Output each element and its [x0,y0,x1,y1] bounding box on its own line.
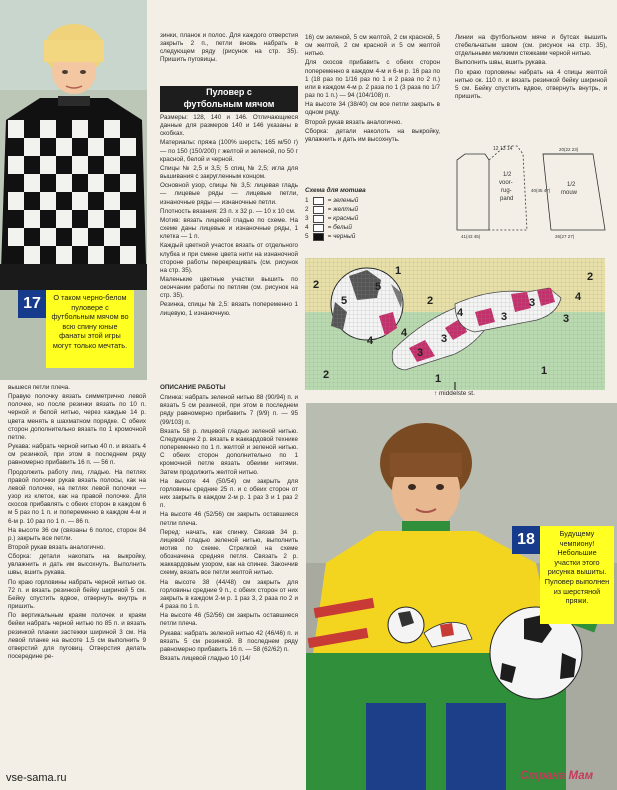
col3-para: 16) см зеленой, 5 см желтой, 2 см красной, 5 см желтой, 2 см красной и 5 см желтой нитью. [305,34,440,58]
legend-item [305,214,445,223]
chart-number: 2 [427,295,434,307]
chart-number: 5 [341,295,348,307]
chart-number: 4 [575,291,582,303]
col2-para: Маленькие цветные участки вышить по окончании работы по петлям (см. рисунок на стр. 35). [160,275,298,300]
col2-op-para: На высоте 38 (44/48) см закрыть для горловины средние 9 п., с обеих сторон от них закрыть в каждом 2-м р. 1 раз 3, 2 раза по 2 и 4 раза по 1 п. [160,578,298,611]
text-column-2-work [160,384,298,764]
arrow-up-icon: ↑ [434,390,438,397]
caption-18 [540,526,614,624]
text-column-4 [455,34,607,126]
col1-para: На высоте 36 см (связаны 6 полос, сторон 84 р.) закрыть все петли. [8,526,146,542]
article-heading-line-2: футбольным мячом [183,99,275,109]
caption-18-number-text: 18 [517,531,535,548]
pattern-front-label-1: 1/2 [503,172,512,178]
col3-para: На высоте 34 (38/40) см все петли закрыть в одном ряду. [305,101,440,117]
col2-para: Каждый цветной участок вязать от отдельного клубка и при смене цвета нити на изнаночной стороне работы перекрещивать (см. рисунок на стр. 35). [160,242,298,274]
pattern-top-dim: 12 13 14 [493,146,513,152]
pattern-right-dim-1: 20(22 23) [559,147,579,152]
col1-para: По вертикальным краям полочек и краям бейки набрать черной нитью по 85 п. и вязать резинкой планки застежки шириной 3 см. На левой планке на высоте 1,5 см выполнить 9 отверстий для пуговиц. Отверстия делать посередине ре- [8,612,146,660]
text-column-1 [8,384,146,744]
col2-para: Основной узор, спицы № 3,5: лицевая гладь — лицевые ряды — лицевые петли, изнаночные ряды — изнаночные петли. [160,182,298,206]
legend-swatch [313,215,324,223]
caption-17-number-text: 17 [23,295,41,312]
chart-number: 5 [375,281,382,293]
col2-para: Плотность вязания: 23 п. х 32 р. — 10 х 10 см. [160,207,296,215]
caption-18-text: Будущему чемпиону! Небольшие участки этого рисунка вышиты. Пуловер выполнен из шерстяной пряжи. [544,529,610,606]
col2-op-para: Спинка: набрать зеленой нитью 88 (90/94) п. и вязать 5 см резинкой, при этом в последнем ряду равномерно прибавить 7 (9/9) п. — 95 (99/103) п. [160,394,298,426]
col1-para: Сборка: детали накопать на выкройку, увлажнить и дать им высохнуть. Выполнить швы, вшить рукава. [8,553,146,577]
caption-17-text: О таком черно-белом пуловере с футбольным мячом во всю спину юные фанаты этой игры могут только мечтать. [51,293,129,350]
col1-para: Продолжить работу лиц. гладью. На петлях правой полочки рукав вязать полосы, как на левой полочке, на петлях левой полочки — узор из клеток, как на правой полочке. Для скосов прибавлять с обеих сторон в каждом 6 м 5 раз по 1 п. и попеременно в каждом 4-м и 6-м р. 10 раз по 1 п. — 86 п. [8,468,146,525]
chart-number: 4 [401,327,408,339]
legend-item [305,196,445,205]
chart-middle-label [434,390,475,397]
article-heading [160,86,298,112]
chart-number: 3 [417,347,424,359]
col2-op-para: На высоте 46 (52/56) см закрыть оставшиеся петли плеча. [160,612,298,628]
pattern-sleeve-label-2: mouw [561,190,578,196]
chart-number: 3 [501,311,508,323]
pattern-diagram [447,140,612,240]
col2-para: Резинка, спицы № 2,5: вязать попеременно 1 лицевую, 1 изнаночную. [160,301,298,317]
chart-number: 1 [541,365,548,377]
legend-item [305,223,445,232]
legend-number: 4 [305,224,309,231]
col4-para: По краю горловины набрать на 4 спицы желтой нитью ок. 110 п. и вязать резинкой бейку шириной 5 см. Бейку спустить вдвое, отвернуть внутрь, и пришить. [455,68,607,101]
work-heading: ОПИСАНИЕ РАБОТЫ [160,384,226,391]
knitting-chart [305,258,605,390]
legend-item [305,205,445,214]
col1-para: вышеся петли плеча. [8,384,71,391]
col2-op-para: Перед: начать, как спинку. Связав 34 р. лицевой гладью зеленой нитью, выполнить мотив по схеме. Стрелкой на схеме обозначена средняя петля. Связать 2 р. жаккардовым узором, как на спинке. Закончив схему, вязать все петли желтой нитью. [160,528,298,577]
col3-para: Сборка: детали наколоть на выкройку, увлажнить и дать им высохнуть. [305,127,440,143]
caption-17 [46,290,134,368]
caption-18-number [512,526,540,554]
col2-op-para: На высоте 46 (52/56) см закрыть оставшиеся петли плеча. [160,511,298,527]
chart-number: 2 [313,279,320,291]
col2-para: Материалы: пряжа (100% шерсть; 165 м/50 г) — по 150 (150/200) г желтой и зеленой, по 50 г красной, белой и черной. [160,139,298,163]
text-column-2-body [160,114,298,376]
col2-para: Мотив: вязать лицевой гладью по схеме. На схеме даны лицевые и изнаночные ряды, 1 клетка — 1 п. [160,216,298,241]
chart-number: 2 [323,369,330,381]
col1-para: Правую полочку вязать симметрично левой полочке, но после резинки вязать по 10 п. черной и белой нитью, через каждые 14 р. цвета менять в шахматном порядке. С обеих сторон дополнительно вязать по 1 кромочной петле. [8,393,146,441]
col2-top-para: зинки, планок и полос. Для каждого отверстия закрыть 2 п., петли вновь набрать в следующем ряду (рисунок на стр. 35). Пришить пуговицы. [160,32,298,64]
col4-para: Линии на футбольном мяче и бутсах вышить стебельчатым швом (см. рисунок на стр. 35), отдельными мелкими стежками черной нитью. [455,34,607,58]
col4-para: Выполнить швы, вшить рукава. [455,59,547,67]
legend-label: = черный [327,233,356,240]
col2-para: Спицы № 2,5 и 3,5; 5 спиц № 2,5; игла для вышивания с закругленным концом. [160,164,298,181]
footer-left-watermark [6,772,67,784]
chart-number: 4 [457,307,464,319]
pattern-front-label-3: rug- [501,188,512,194]
pattern-front-label-4: pand [500,196,514,202]
middle-stitch-label: middelste st. [438,390,475,397]
legend-label: = желтый [327,206,358,213]
schema-title: Схема для мотива [305,187,366,194]
legend-item [305,232,445,241]
caption-17-number [18,290,46,318]
pattern-bottom-dim-2: 26(27 27) [555,234,575,239]
col3-para: Для скосов прибавить с обеих сторон попеременно в каждом 4-м и 6-м р. 16 раз по 1 (18 раз по 1/16 раз по 1 и 2 раза по 2 п.) или в каждом 4-м р. 2 раза по 1 (3 раза по 1/7 раз по 1 п.) — 94 (104/108) п. [305,59,440,100]
legend-label: = красный [327,215,359,222]
chart-number: 4 [367,335,374,347]
legend-number: 1 [305,197,309,204]
pattern-right-dim-2: 40(45 47) [531,188,551,193]
chart-number: 1 [395,265,402,277]
article-heading-line-1: Пуловер с [206,87,252,97]
col1-para: По краю горловины набрать черной нитью ок. 72 п. и вязать резинкой бейку шириной 5 см. Бейку спустить вдвое, отвернуть внутрь и пришить. [8,578,146,611]
pattern-bottom-dim-1: 41(43 45) [461,234,481,239]
col2-op-para: На высоте 44 (50/54) см закрыть для горловины средние 25 п. и с обеих сторон от них закрыть в каждом 2-м р. 1 раз 3 и 1 раз 2 п. [160,477,298,510]
legend-label: = зеленый [327,197,359,204]
chart-number: 3 [563,313,570,325]
pattern-front-label-2: voor- [499,180,513,186]
chart-number: 3 [529,297,536,309]
legend-swatch [313,224,324,232]
chart-number: 1 [435,373,442,385]
pattern-sleeve-label-1: 1/2 [567,182,576,188]
legend-swatch [313,206,324,214]
col1-para: Рукава: набрать черной нитью 40 п. и вязать 4 см резинкой, при этом в последнем ряду равномерно прибавить 16 п. — 56 п. [8,443,146,467]
chart-number: 3 [441,333,448,345]
schema-legend [305,186,445,241]
legend-swatch [313,233,324,241]
legend-swatch [313,197,324,205]
legend-number: 2 [305,206,309,213]
chart-number: 2 [587,271,594,283]
col1-para: Второй рукав вязать аналогично. [8,543,106,551]
legend-number: 5 [305,233,309,240]
col3-para: Второй рукав вязать аналогично. [305,118,403,126]
col2-para: Размеры: 128, 140 и 146. Отличающиеся данные для размеров 140 и 146 указаны в скобках. [160,114,298,138]
legend-label: = белый [327,224,352,231]
legend-number: 3 [305,215,309,222]
col2-op-para: Вязать лицевой гладью 10 (14/ [160,655,251,662]
footer-left-text: vse-sama.ru [6,772,67,784]
col2-op-para: Рукава: набрать зеленой нитью 42 (46/46) п. и вязать 5 см резинкой. В последнем ряду равномерно прибавить 16 п. — 58 (62/62) п. [160,629,298,653]
text-column-2-top [160,32,298,86]
footer-right-watermark [520,770,593,782]
col2-op-para: Вязать 58 р. лицевой гладью зеленой нитью. Следующие 2 р. вязать в жаккардовой технике попеременно по 1 п. желтой и зеленой нитью. С обеих сторон дополнительно по 1 кромочной петле вязать обеими нитями. Затем продолжить желтой нитью. [160,427,298,476]
footer-right-text: Страна Мам [520,770,594,782]
